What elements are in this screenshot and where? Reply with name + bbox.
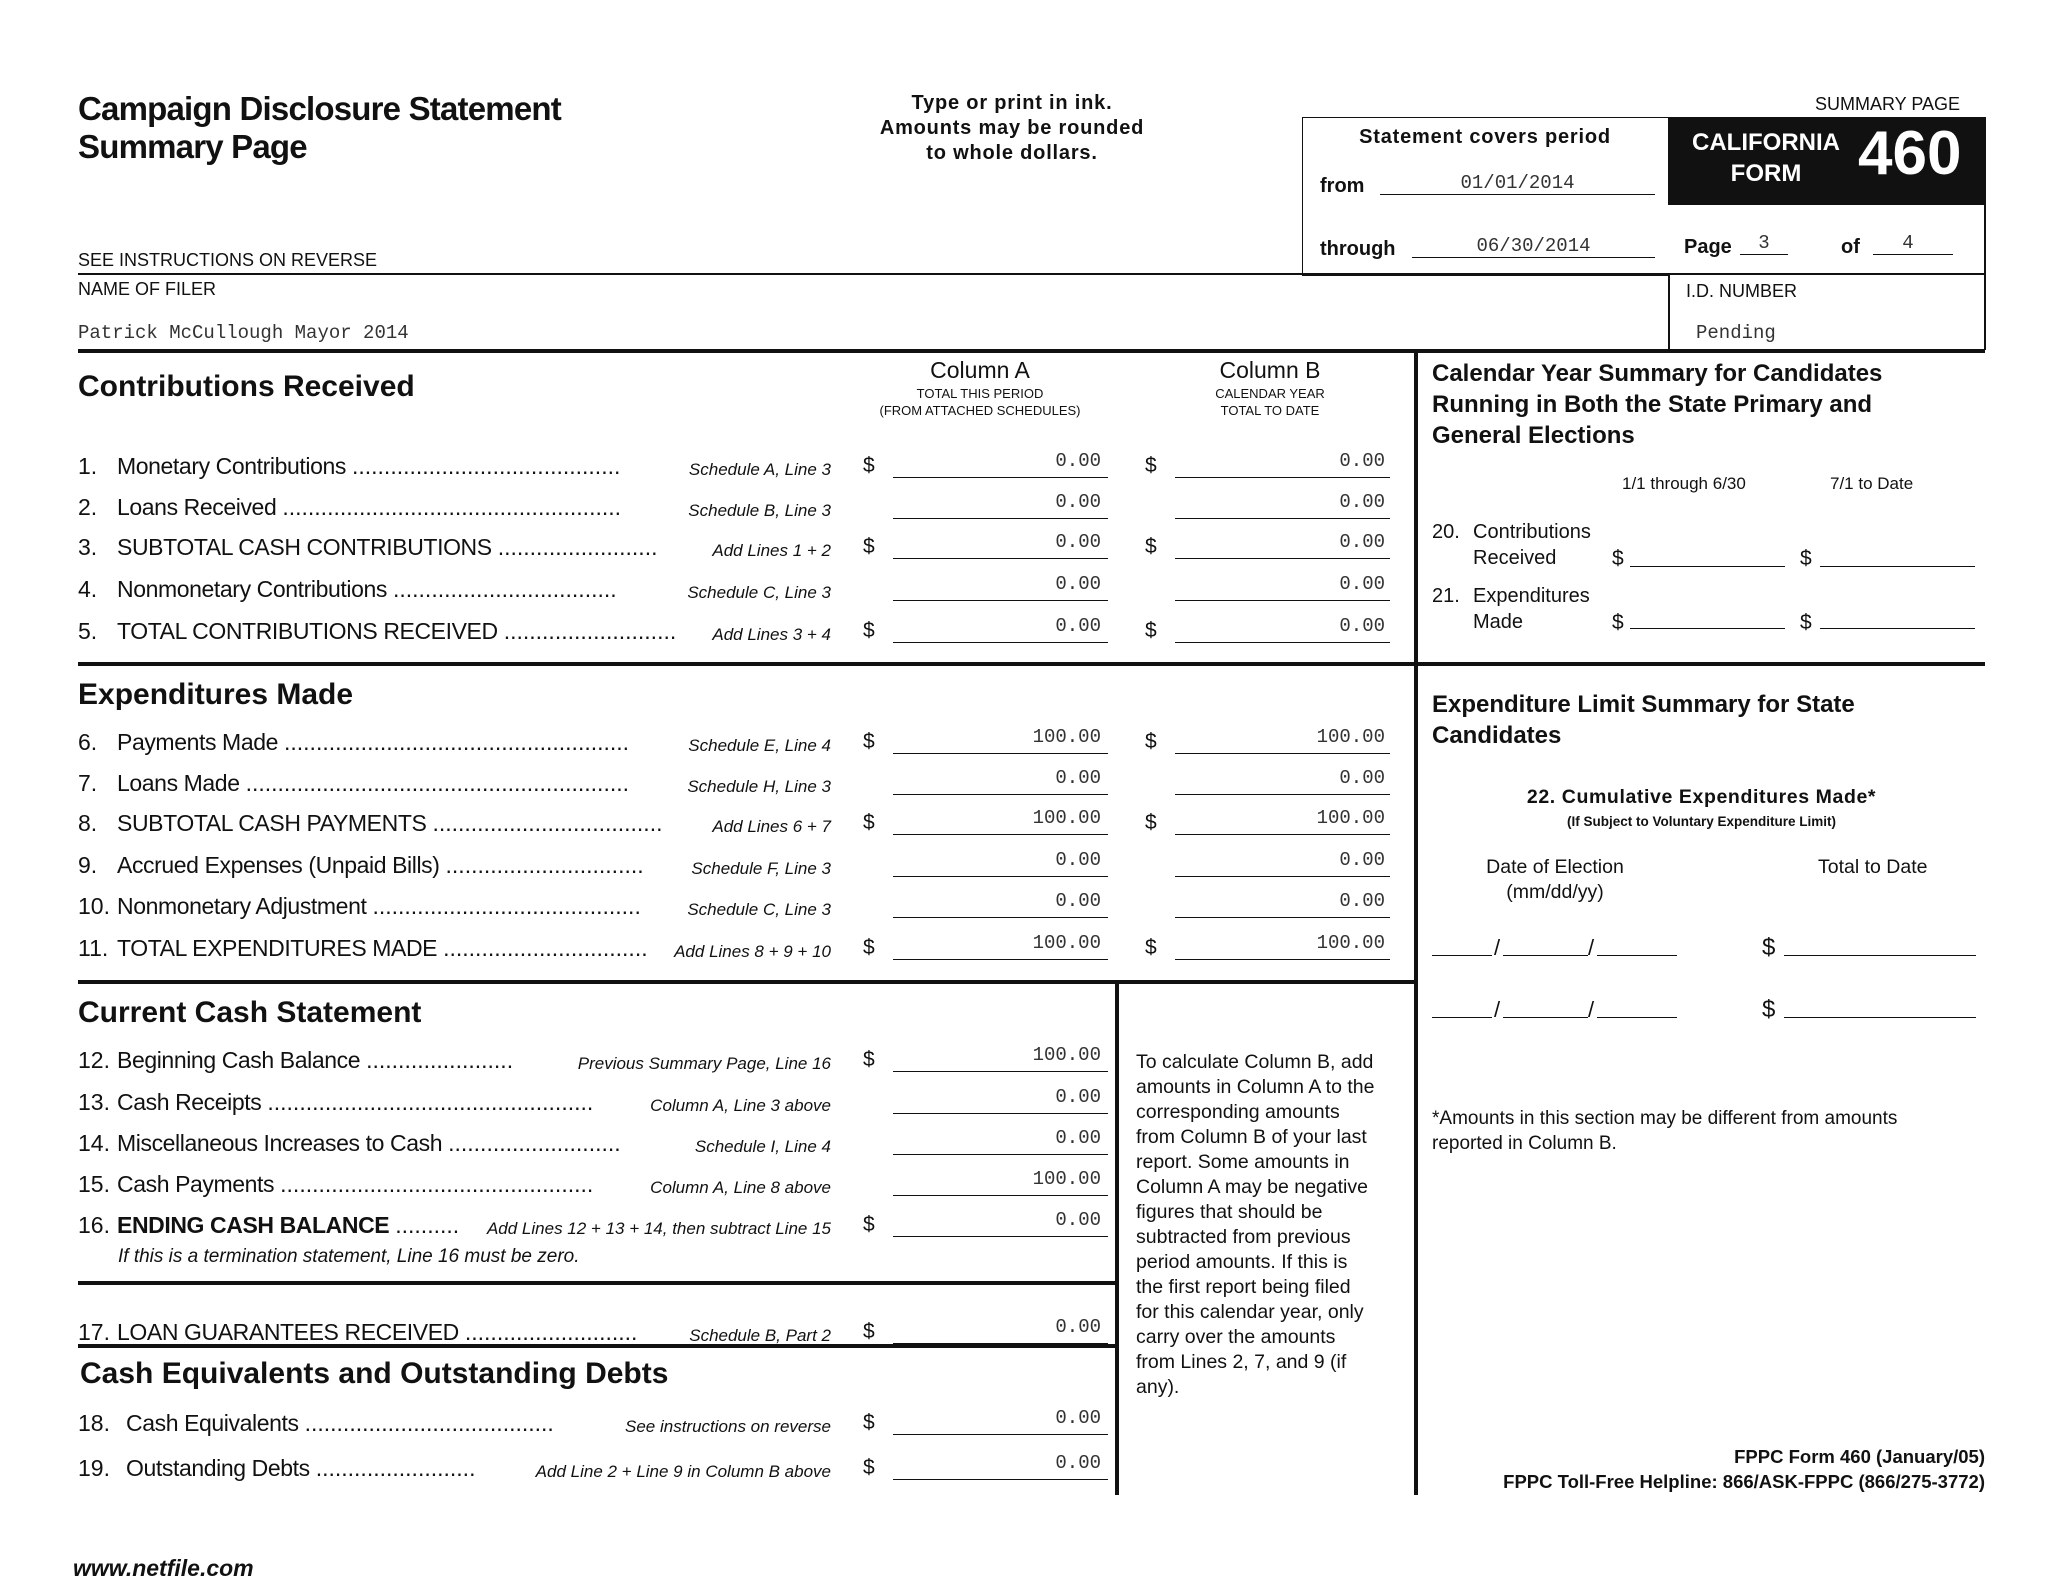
column-a-dollar: $: [863, 619, 875, 642]
column-a-line: [893, 959, 1108, 960]
column-a-line: [893, 876, 1108, 877]
line-number: 12.: [78, 1047, 110, 1073]
column-a-line: [893, 1071, 1108, 1072]
from-date-value[interactable]: 01/01/2014: [1460, 172, 1575, 194]
column-a-line: [893, 558, 1108, 559]
column-a-line: [893, 1195, 1108, 1196]
summary-page-label: SUMMARY PAGE: [1815, 94, 1961, 114]
schedule-reference: Column A, Line 3 above: [650, 1096, 831, 1115]
line-label-text: Outstanding Debts: [126, 1455, 310, 1481]
of-label: of: [1841, 236, 1860, 258]
column-b-value[interactable]: 0.00: [1339, 849, 1385, 871]
right-column-divider: [1414, 351, 1418, 1495]
column-b-note-line: from Column B of your last: [1136, 1126, 1367, 1148]
column-a-line: [893, 1434, 1108, 1435]
leader-dots: ............................................................: [245, 770, 630, 796]
column-b-value[interactable]: 0.00: [1339, 450, 1385, 472]
calendar-summary-title-3: General Elections: [1432, 422, 1635, 449]
line-number: 6.: [78, 729, 98, 755]
see-instructions: SEE INSTRUCTIONS ON REVERSE: [78, 250, 378, 270]
date-slash: /: [1494, 935, 1501, 960]
column-a-dollar: $: [863, 730, 875, 753]
from-date-line: [1380, 194, 1655, 195]
column-b-line: [1175, 959, 1390, 960]
line-label-text: TOTAL EXPENDITURES MADE: [117, 935, 438, 961]
page-number-line: [1740, 254, 1788, 255]
schedule-reference: Schedule I, Line 4: [694, 1137, 831, 1156]
column-b-dollar: $: [1145, 535, 1157, 558]
column-b-line: [1175, 834, 1390, 835]
line-21-number: 21.: [1432, 585, 1460, 607]
line-label-text: SUBTOTAL CASH PAYMENTS: [117, 810, 427, 836]
column-b-dollar: $: [1145, 811, 1157, 834]
column-b-line: [1175, 794, 1390, 795]
line-22-label: 22. Cumulative Expenditures Made*: [1526, 786, 1877, 808]
leader-dots: ................................: [443, 935, 648, 961]
line-21-label-1: Expenditures: [1473, 585, 1590, 607]
leader-dots: .................................................: [280, 1171, 594, 1197]
column-b-note-line: carry over the amounts: [1136, 1326, 1336, 1348]
calendar-summary-title-2: Running in Both the State Primary and: [1432, 391, 1873, 418]
leader-dots: ...........................: [448, 1130, 621, 1156]
expenditures-section-title: Expenditures Made: [78, 678, 354, 711]
column-a-value[interactable]: 0.00: [1055, 1086, 1101, 1108]
date-slash: /: [1588, 935, 1595, 960]
name-of-filer-label: NAME OF FILER: [78, 279, 217, 299]
expenditure-limit-note-1: *Amounts in this section may be different from amounts: [1432, 1108, 1898, 1129]
column-b-note-line: the first report being filed: [1136, 1276, 1351, 1298]
line-label-text: TOTAL CONTRIBUTIONS RECEIVED: [117, 618, 498, 644]
column-a-line: [893, 917, 1108, 918]
line-label-text: Cash Payments: [117, 1171, 275, 1197]
cash-section-title: Current Cash Statement: [78, 996, 422, 1029]
column-a-value[interactable]: 0.00: [1055, 767, 1101, 789]
column-b-note-line: for this calendar year, only: [1136, 1301, 1364, 1323]
contributions-section-title: Contributions Received: [78, 370, 415, 403]
schedule-reference: Column A, Line 8 above: [650, 1178, 831, 1197]
column-b-note-line: figures that should be: [1136, 1201, 1323, 1223]
line-20-dollar-2: $: [1800, 547, 1812, 570]
line-21-dollar-1: $: [1612, 611, 1624, 634]
header-divider: [78, 273, 1985, 275]
line-number: 19.: [78, 1455, 110, 1481]
schedule-reference: Schedule A, Line 3: [688, 460, 831, 479]
line-number: 15.: [78, 1171, 110, 1197]
column-b-note-line: To calculate Column B, add: [1136, 1051, 1374, 1073]
date-slash: /: [1588, 997, 1595, 1022]
leader-dots: ...........................: [464, 1319, 638, 1345]
line-label-text: Nonmonetary Contributions: [117, 576, 387, 602]
column-a-value[interactable]: 0.00: [1055, 1209, 1101, 1231]
column-a-value[interactable]: 0.00: [1055, 849, 1101, 871]
section-divider-contrib: [78, 662, 1985, 666]
page-total-value[interactable]: 4: [1902, 232, 1914, 254]
line-label-text: Beginning Cash Balance: [117, 1047, 361, 1073]
schedule-reference: Add Lines 6 + 7: [712, 817, 831, 836]
line-number: 14.: [78, 1130, 110, 1156]
note-column-divider: [1115, 982, 1119, 1495]
total-dollar-1: $: [1762, 934, 1776, 961]
form-subtitle: Summary Page: [78, 128, 307, 165]
schedule-reference: Add Lines 3 + 4: [712, 625, 831, 644]
schedule-reference: Schedule B, Line 3: [688, 501, 831, 520]
column-a-line: [893, 1343, 1108, 1344]
column-a-value[interactable]: 100.00: [1032, 807, 1101, 829]
column-a-line: [893, 477, 1108, 478]
column-b-line: [1175, 558, 1390, 559]
line-22-sublabel: (If Subject to Voluntary Expenditure Limit): [1566, 814, 1836, 829]
leader-dots: .....................................................: [282, 494, 622, 520]
through-label: through: [1320, 238, 1396, 260]
column-b-line: [1175, 518, 1390, 519]
column-b-value[interactable]: 100.00: [1316, 807, 1385, 829]
column-b-dollar: $: [1145, 454, 1157, 477]
leader-dots: ..........................................: [372, 893, 641, 919]
column-a-value[interactable]: 0.00: [1055, 890, 1101, 912]
column-a-line: [893, 753, 1108, 754]
total-to-date-label: Total to Date: [1818, 856, 1928, 878]
column-a-line: [893, 642, 1108, 643]
column-a-value[interactable]: 100.00: [1032, 1044, 1101, 1066]
id-right-border: [1984, 273, 1986, 350]
column-b-value[interactable]: 100.00: [1316, 726, 1385, 748]
line-number: 4.: [78, 576, 98, 602]
column-b-line: [1175, 477, 1390, 478]
election-date-2-month[interactable]: [1432, 1017, 1492, 1018]
schedule-reference: Schedule C, Line 3: [687, 583, 831, 602]
column-a-value[interactable]: 0.00: [1055, 1316, 1101, 1338]
column-b-note-line: report. Some amounts in: [1136, 1151, 1350, 1173]
line-number: 7.: [78, 770, 98, 796]
section-divider-expend: [78, 980, 1416, 984]
column-a-value[interactable]: 0.00: [1055, 1407, 1101, 1429]
line-label-text: Miscellaneous Increases to Cash: [117, 1130, 443, 1156]
line-number: 18.: [78, 1410, 110, 1436]
line-label-text: ENDING CASH BALANCE: [117, 1212, 390, 1238]
page-total-line: [1873, 254, 1953, 255]
column-b-value[interactable]: 0.00: [1339, 615, 1385, 637]
column-b-line: [1175, 600, 1390, 601]
column-a-subtitle-2: (FROM ATTACHED SCHEDULES): [879, 403, 1081, 418]
section-divider-top: [78, 349, 1985, 353]
line-number: 8.: [78, 810, 98, 836]
line-21-dollar-2: $: [1800, 611, 1812, 634]
total-to-date-field-2[interactable]: [1784, 1017, 1976, 1018]
election-date-1-day[interactable]: [1503, 955, 1588, 956]
column-b-dollar: $: [1145, 619, 1157, 642]
column-b-line: [1175, 642, 1390, 643]
column-a-dollar: $: [863, 1411, 875, 1434]
calendar-col-1-label: 1/1 through 6/30: [1622, 474, 1746, 493]
line-label-text: Cash Equivalents: [126, 1410, 299, 1436]
date-format-label: (mm/dd/yy): [1506, 881, 1604, 903]
column-a-value[interactable]: 0.00: [1055, 450, 1101, 472]
through-date-line: [1412, 257, 1655, 258]
leader-dots: ....................................: [432, 810, 663, 836]
column-a-dollar: $: [863, 1048, 875, 1071]
date-of-election-label: Date of Election: [1486, 856, 1624, 878]
schedule-reference: Add Lines 1 + 2: [712, 541, 831, 560]
column-a-line: [893, 518, 1108, 519]
column-b-note-line: amounts in Column A to the: [1136, 1076, 1375, 1098]
schedule-reference: Schedule E, Line 4: [688, 736, 831, 755]
column-b-subtitle-2: TOTAL TO DATE: [1220, 403, 1320, 418]
from-label: from: [1320, 175, 1365, 197]
column-a-line: [893, 1236, 1108, 1237]
leader-dots: .........................: [497, 534, 658, 560]
column-b-value[interactable]: 0.00: [1339, 890, 1385, 912]
leader-dots: ..........: [395, 1212, 460, 1238]
column-a-dollar: $: [863, 1320, 875, 1343]
column-b-line: [1175, 917, 1390, 918]
line-20-dollar-1: $: [1612, 547, 1624, 570]
expenditure-limit-note-2: reported in Column B.: [1432, 1133, 1617, 1154]
column-b-subtitle-1: CALENDAR YEAR: [1215, 386, 1325, 401]
line-number: 13.: [78, 1089, 110, 1115]
column-a-line: [893, 600, 1108, 601]
line-label-text: Payments Made: [117, 729, 278, 755]
line-20-label-2: Received: [1473, 547, 1557, 569]
column-b-value[interactable]: 0.00: [1339, 573, 1385, 595]
line-20-field-1[interactable]: [1630, 566, 1785, 567]
line-number: 5.: [78, 618, 98, 644]
schedule-reference: Previous Summary Page, Line 16: [577, 1054, 831, 1073]
column-b-dollar: $: [1145, 936, 1157, 959]
column-a-value[interactable]: 100.00: [1032, 932, 1101, 954]
line-label-text: LOAN GUARANTEES RECEIVED: [117, 1319, 459, 1345]
statement-period-label: Statement covers period: [1359, 126, 1611, 148]
line-number: 9.: [78, 852, 98, 878]
column-b-note-line: Column A may be negative: [1136, 1176, 1368, 1198]
column-b-note-line: any).: [1136, 1376, 1180, 1398]
line-number: 2.: [78, 494, 98, 520]
total-dollar-2: $: [1762, 996, 1776, 1023]
line-number: 10.: [78, 893, 110, 919]
id-number-label: I.D. NUMBER: [1686, 281, 1798, 301]
schedule-reference: Schedule H, Line 3: [687, 777, 831, 796]
column-b-value[interactable]: 100.00: [1316, 932, 1385, 954]
column-a-dollar: $: [863, 1213, 875, 1236]
name-of-filer-value[interactable]: Patrick McCullough Mayor 2014: [78, 322, 409, 344]
column-a-value[interactable]: 100.00: [1032, 726, 1101, 748]
leader-dots: ...............................: [445, 852, 644, 878]
election-date-1-year[interactable]: [1597, 955, 1677, 956]
line-number: 1.: [78, 453, 98, 479]
column-a-dollar: $: [863, 1456, 875, 1479]
column-b-instructions: [1136, 1050, 1406, 1400]
date-slash: /: [1494, 997, 1501, 1022]
netfile-website[interactable]: www.netfile.com: [73, 1555, 254, 1581]
equivalents-section-title: Cash Equivalents and Outstanding Debts: [80, 1357, 669, 1390]
column-b-title: Column B: [1219, 357, 1321, 383]
line-21-field-1[interactable]: [1630, 628, 1785, 629]
line-label-text: SUBTOTAL CASH CONTRIBUTIONS: [117, 534, 492, 560]
schedule-reference: See instructions on reverse: [625, 1417, 831, 1436]
line-label-text: Accrued Expenses (Unpaid Bills): [117, 852, 440, 878]
right-box-border: [1984, 117, 1986, 274]
election-date-1-month[interactable]: [1432, 955, 1492, 956]
line-number: 17.: [78, 1319, 110, 1345]
column-a-title: Column A: [930, 357, 1030, 383]
column-a-value[interactable]: 0.00: [1055, 573, 1101, 595]
page-label: Page: [1684, 236, 1732, 258]
column-b-note-line: from Lines 2, 7, and 9 (if: [1136, 1351, 1347, 1373]
schedule-reference: Schedule B, Part 2: [689, 1326, 831, 1345]
column-a-value[interactable]: 0.00: [1055, 491, 1101, 513]
column-a-dollar: $: [863, 936, 875, 959]
leader-dots: ...................................: [392, 576, 617, 602]
line-label-text: Monetary Contributions: [117, 453, 346, 479]
line-label-text: Loans Made: [117, 770, 240, 796]
column-a-line: [893, 794, 1108, 795]
column-a-line: [893, 1479, 1108, 1480]
line-number: 11.: [78, 935, 109, 961]
election-date-2-day[interactable]: [1503, 1017, 1588, 1018]
column-a-line: [893, 1154, 1108, 1155]
column-a-line: [893, 834, 1108, 835]
termination-note: If this is a termination statement, Line 16 must be zero.: [118, 1246, 580, 1267]
column-b-value[interactable]: 0.00: [1339, 767, 1385, 789]
line-20-number: 20.: [1432, 521, 1460, 543]
leader-dots: ..........................................: [351, 453, 621, 479]
column-b-line: [1175, 876, 1390, 877]
column-b-note-line: corresponding amounts: [1136, 1101, 1340, 1123]
calendar-summary-title-1: Calendar Year Summary for Candidates: [1432, 360, 1883, 387]
calendar-col-2-label: 7/1 to Date: [1830, 474, 1914, 493]
column-a-value[interactable]: 0.00: [1055, 615, 1101, 637]
instruction-line-1: Type or print in ink.: [911, 92, 1113, 114]
leader-dots: .........................: [315, 1455, 476, 1481]
column-a-dollar: $: [863, 811, 875, 834]
instruction-line-2: Amounts may be rounded: [879, 117, 1145, 139]
form-number: 460: [1858, 119, 1962, 188]
election-date-2-year[interactable]: [1597, 1017, 1677, 1018]
column-a-value[interactable]: 100.00: [1032, 1168, 1101, 1190]
column-a-subtitle-1: TOTAL THIS PERIOD: [916, 386, 1044, 401]
line-21-field-2[interactable]: [1820, 628, 1975, 629]
id-number-value[interactable]: Pending: [1696, 322, 1776, 344]
expenditure-limit-title-1: Expenditure Limit Summary for State: [1432, 691, 1855, 718]
schedule-reference: Add Lines 8 + 9 + 10: [674, 942, 831, 961]
total-to-date-field-1[interactable]: [1784, 955, 1976, 956]
line-label-text: Cash Receipts: [117, 1089, 262, 1115]
line-number: 3.: [78, 534, 98, 560]
column-a-value[interactable]: 0.00: [1055, 1127, 1101, 1149]
california-label: CALIFORNIA: [1692, 129, 1840, 156]
leader-dots: .......................................: [304, 1410, 554, 1436]
line-number: 16.: [78, 1212, 110, 1238]
fppc-helpline: FPPC Toll-Free Helpline: 866/ASK-FPPC (866/275-3772): [1503, 1471, 1985, 1492]
section-divider-cash: [78, 1281, 1117, 1285]
line-label-text: Nonmonetary Adjustment: [117, 893, 367, 919]
form-title: Campaign Disclosure Statement: [78, 90, 561, 127]
fppc-form-id: FPPC Form 460 (January/05): [1734, 1446, 1985, 1467]
schedule-reference: Schedule C, Line 3: [687, 900, 831, 919]
column-a-line: [893, 1113, 1108, 1114]
column-b-value[interactable]: 0.00: [1339, 491, 1385, 513]
id-divider: [1668, 273, 1670, 350]
column-b-value[interactable]: 0.00: [1339, 531, 1385, 553]
schedule-reference: Add Lines 12 + 13 + 14, then subtract Line 15: [486, 1219, 831, 1238]
schedule-reference: Add Line 2 + Line 9 in Column B above: [535, 1462, 831, 1481]
form-label: FORM: [1730, 160, 1802, 187]
line-20-label-1: Contributions: [1473, 521, 1591, 543]
instruction-line-3: to whole dollars.: [926, 142, 1098, 164]
leader-dots: ...........................: [503, 618, 677, 644]
column-b-dollar: $: [1145, 730, 1157, 753]
column-b-note-line: subtracted from previous: [1136, 1226, 1351, 1248]
line-21-label-2: Made: [1473, 611, 1524, 633]
column-a-dollar: $: [863, 535, 875, 558]
column-a-value[interactable]: 0.00: [1055, 531, 1101, 553]
leader-dots: ......................................................: [284, 729, 630, 755]
column-a-dollar: $: [863, 454, 875, 477]
column-b-note-line: period amounts. If this is: [1136, 1251, 1348, 1273]
schedule-reference: Schedule F, Line 3: [691, 859, 831, 878]
column-a-value[interactable]: 0.00: [1055, 1452, 1101, 1474]
line-label-text: Loans Received: [117, 494, 277, 520]
page-number-value[interactable]: 3: [1758, 232, 1770, 254]
through-date-value[interactable]: 06/30/2014: [1476, 235, 1591, 257]
expenditure-limit-title-2: Candidates: [1432, 722, 1562, 749]
leader-dots: ...................................................: [267, 1089, 594, 1115]
column-b-line: [1175, 753, 1390, 754]
leader-dots: .......................: [366, 1047, 514, 1073]
line-20-field-2[interactable]: [1820, 566, 1975, 567]
